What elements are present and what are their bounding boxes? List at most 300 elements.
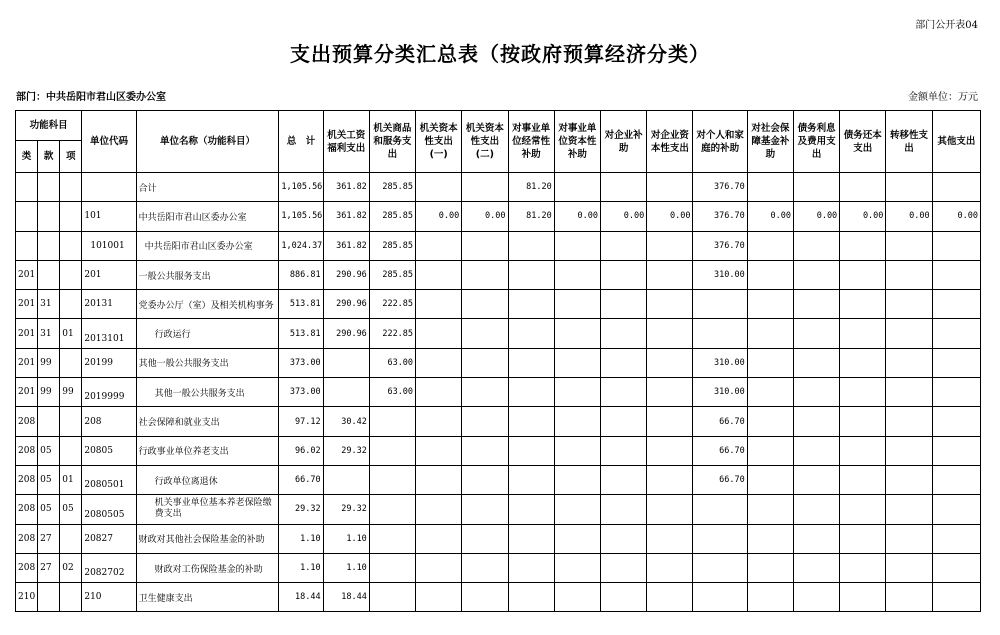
cell-c1: 18.44 (323, 583, 369, 612)
cell-xiang (60, 260, 82, 289)
cell-xiang (60, 202, 82, 231)
cell-c3 (416, 231, 462, 260)
cell-c6 (554, 319, 600, 348)
cell-total: 1,105.56 (279, 202, 323, 231)
cell-name: 社会保障和就业支出 (136, 407, 279, 436)
cell-c1: 290.96 (323, 319, 369, 348)
cell-name: 合计 (136, 173, 279, 202)
cell-c2: 63.00 (369, 348, 415, 377)
cell-c11 (793, 407, 839, 436)
cell-c12 (840, 378, 886, 407)
table-row (16, 378, 981, 407)
table-row (16, 524, 981, 553)
department-label: 部门：中共岳阳市君山区委办公室 (16, 92, 166, 103)
cell-kuan: 27 (38, 524, 60, 553)
cell-c8 (647, 378, 693, 407)
table-row (16, 202, 981, 231)
cell-xiang: 01 (60, 319, 82, 348)
cell-c5 (508, 290, 554, 319)
cell-c8 (647, 495, 693, 524)
cell-c7 (600, 378, 646, 407)
header-c7: 对企业补助 (600, 111, 646, 173)
cell-total: 513.81 (279, 290, 323, 319)
cell-name: 机关事业单位基本养老保险缴费支出 (136, 495, 279, 524)
cell-lei (16, 173, 38, 202)
cell-c6 (554, 173, 600, 202)
budget-table (15, 110, 981, 612)
cell-xiang: 02 (60, 553, 82, 582)
cell-kuan: 31 (38, 319, 60, 348)
cell-c7 (600, 260, 646, 289)
cell-c2: 222.85 (369, 290, 415, 319)
cell-c2: 285.85 (369, 231, 415, 260)
cell-c10 (747, 436, 793, 465)
cell-total: 513.81 (279, 319, 323, 348)
cell-c4 (462, 348, 508, 377)
cell-code (82, 173, 136, 202)
cell-code: 2080505 (82, 495, 136, 524)
cell-c2: 63.00 (369, 378, 415, 407)
cell-total: 1,024.37 (279, 231, 323, 260)
cell-name: 财政对工伤保险基金的补助 (136, 553, 279, 582)
cell-c9: 376.70 (693, 173, 747, 202)
cell-c5 (508, 495, 554, 524)
cell-name: 行政单位离退休 (136, 465, 279, 494)
table-row (16, 553, 981, 582)
cell-c10 (747, 260, 793, 289)
header-c12: 债务还本支出 (840, 111, 886, 173)
cell-c2 (369, 524, 415, 553)
header-c6: 对事业单位资本性补助 (554, 111, 600, 173)
header-c14: 其他支出 (932, 111, 980, 173)
cell-c4 (462, 495, 508, 524)
cell-c4 (462, 407, 508, 436)
header-c3: 机关资本性支出(一) (416, 111, 462, 173)
cell-c4 (462, 553, 508, 582)
cell-total: 373.00 (279, 378, 323, 407)
cell-c3 (416, 436, 462, 465)
cell-lei: 208 (16, 495, 38, 524)
cell-c12 (840, 260, 886, 289)
cell-c3 (416, 378, 462, 407)
cell-c5 (508, 524, 554, 553)
cell-code: 101 (82, 202, 136, 231)
cell-c1: 29.32 (323, 436, 369, 465)
cell-c14: 0.00 (932, 202, 980, 231)
cell-c10 (747, 319, 793, 348)
cell-c6 (554, 436, 600, 465)
cell-lei: 201 (16, 348, 38, 377)
cell-xiang (60, 524, 82, 553)
header-total: 总 计 (279, 111, 323, 173)
cell-c5 (508, 436, 554, 465)
cell-xiang: 05 (60, 495, 82, 524)
cell-kuan (38, 202, 60, 231)
cell-c7 (600, 495, 646, 524)
cell-name: 卫生健康支出 (136, 583, 279, 612)
cell-xiang (60, 407, 82, 436)
header-c4: 机关资本性支出(二) (462, 111, 508, 173)
cell-name: 党委办公厅（室）及相关机构事务 (136, 290, 279, 319)
cell-c1: 361.82 (323, 202, 369, 231)
cell-total: 1.10 (279, 553, 323, 582)
cell-c12 (840, 465, 886, 494)
cell-c12 (840, 348, 886, 377)
cell-c1: 290.96 (323, 290, 369, 319)
cell-c6 (554, 260, 600, 289)
cell-c9: 310.00 (693, 260, 747, 289)
header-kuan: 款 (38, 141, 60, 173)
cell-c11 (793, 436, 839, 465)
cell-c4 (462, 378, 508, 407)
cell-c6 (554, 553, 600, 582)
cell-c8 (647, 407, 693, 436)
cell-c5 (508, 465, 554, 494)
cell-c8 (647, 319, 693, 348)
cell-c4 (462, 260, 508, 289)
cell-c8 (647, 290, 693, 319)
header-xiang: 项 (60, 141, 82, 173)
cell-c7 (600, 436, 646, 465)
cell-c14 (932, 524, 980, 553)
cell-c8 (647, 348, 693, 377)
cell-c14 (932, 553, 980, 582)
cell-c12 (840, 173, 886, 202)
cell-c1: 290.96 (323, 260, 369, 289)
cell-xiang (60, 348, 82, 377)
cell-lei (16, 231, 38, 260)
cell-c3 (416, 319, 462, 348)
cell-c14 (932, 260, 980, 289)
cell-kuan: 05 (38, 465, 60, 494)
cell-name: 其他一般公共服务支出 (136, 378, 279, 407)
cell-c9 (693, 524, 747, 553)
cell-kuan (38, 260, 60, 289)
cell-c13: 0.00 (886, 202, 932, 231)
header-lei: 类 (16, 141, 38, 173)
cell-name: 中共岳阳市君山区委办公室 (136, 202, 279, 231)
cell-c6 (554, 231, 600, 260)
cell-c3 (416, 348, 462, 377)
cell-c10 (747, 407, 793, 436)
cell-c3 (416, 173, 462, 202)
cell-c12 (840, 524, 886, 553)
cell-name: 一般公共服务支出 (136, 260, 279, 289)
cell-total: 96.02 (279, 436, 323, 465)
cell-c10: 0.00 (747, 202, 793, 231)
cell-c11 (793, 378, 839, 407)
cell-c2 (369, 465, 415, 494)
cell-c8 (647, 231, 693, 260)
cell-total: 886.81 (279, 260, 323, 289)
cell-c2 (369, 407, 415, 436)
cell-c3 (416, 553, 462, 582)
cell-c6 (554, 407, 600, 436)
cell-c1 (323, 348, 369, 377)
cell-c9 (693, 583, 747, 612)
cell-total: 97.12 (279, 407, 323, 436)
cell-c6 (554, 290, 600, 319)
cell-total: 1,105.56 (279, 173, 323, 202)
cell-code: 2013101 (82, 319, 136, 348)
cell-total: 66.70 (279, 465, 323, 494)
cell-c9: 66.70 (693, 407, 747, 436)
table-row (16, 231, 981, 260)
cell-c6: 0.00 (554, 202, 600, 231)
cell-c12 (840, 231, 886, 260)
cell-c3 (416, 583, 462, 612)
cell-lei: 201 (16, 290, 38, 319)
cell-lei: 201 (16, 319, 38, 348)
cell-c8 (647, 260, 693, 289)
cell-c9: 66.70 (693, 436, 747, 465)
cell-c13 (886, 583, 932, 612)
cell-c13 (886, 348, 932, 377)
table-row (16, 173, 981, 202)
cell-xiang (60, 436, 82, 465)
cell-c11 (793, 231, 839, 260)
cell-c5 (508, 231, 554, 260)
cell-c13 (886, 173, 932, 202)
cell-total: 1.10 (279, 524, 323, 553)
cell-lei: 208 (16, 465, 38, 494)
cell-c10 (747, 524, 793, 553)
page-title: 支出预算分类汇总表（按政府预算经济分类） (290, 42, 710, 66)
cell-code: 2019999 (82, 378, 136, 407)
table-row (16, 290, 981, 319)
cell-kuan: 31 (38, 290, 60, 319)
cell-c3 (416, 290, 462, 319)
cell-c10 (747, 290, 793, 319)
cell-lei: 208 (16, 436, 38, 465)
cell-kuan: 05 (38, 436, 60, 465)
cell-c8 (647, 173, 693, 202)
cell-c7 (600, 465, 646, 494)
cell-c14 (932, 583, 980, 612)
cell-c6 (554, 524, 600, 553)
cell-c6 (554, 583, 600, 612)
cell-kuan (38, 407, 60, 436)
cell-c12 (840, 407, 886, 436)
header-unit-code: 单位代码 (82, 111, 136, 173)
cell-c1 (323, 465, 369, 494)
cell-kuan: 99 (38, 378, 60, 407)
cell-c1: 30.42 (323, 407, 369, 436)
cell-c4: 0.00 (462, 202, 508, 231)
cell-c7 (600, 583, 646, 612)
cell-c6 (554, 348, 600, 377)
cell-c8 (647, 553, 693, 582)
cell-c9: 310.00 (693, 378, 747, 407)
cell-c11 (793, 495, 839, 524)
cell-c11 (793, 290, 839, 319)
cell-c10 (747, 173, 793, 202)
cell-c9 (693, 290, 747, 319)
cell-c5 (508, 348, 554, 377)
cell-lei: 208 (16, 407, 38, 436)
cell-c11 (793, 583, 839, 612)
cell-c14 (932, 348, 980, 377)
cell-c10 (747, 378, 793, 407)
cell-c12 (840, 553, 886, 582)
cell-c8: 0.00 (647, 202, 693, 231)
cell-c11 (793, 173, 839, 202)
cell-c1: 1.10 (323, 524, 369, 553)
cell-kuan: 27 (38, 553, 60, 582)
cell-c1: 29.32 (323, 495, 369, 524)
cell-kuan (38, 583, 60, 612)
cell-code: 20827 (82, 524, 136, 553)
cell-c12 (840, 436, 886, 465)
cell-code: 2080501 (82, 465, 136, 494)
header-unit-name: 单位名称（功能科目） (136, 111, 279, 173)
cell-c10 (747, 348, 793, 377)
cell-c13 (886, 524, 932, 553)
cell-c2 (369, 553, 415, 582)
cell-c11 (793, 524, 839, 553)
cell-c10 (747, 465, 793, 494)
cell-c5 (508, 378, 554, 407)
table-row (16, 319, 981, 348)
table-body (16, 173, 981, 612)
cell-c5 (508, 319, 554, 348)
cell-lei: 210 (16, 583, 38, 612)
cell-xiang (60, 583, 82, 612)
cell-c9 (693, 319, 747, 348)
cell-name: 行政运行 (136, 319, 279, 348)
cell-c8 (647, 465, 693, 494)
cell-c11 (793, 465, 839, 494)
cell-c5 (508, 260, 554, 289)
cell-c11 (793, 348, 839, 377)
cell-c5 (508, 553, 554, 582)
cell-total: 29.32 (279, 495, 323, 524)
cell-c13 (886, 495, 932, 524)
header-c13: 转移性支出 (886, 111, 932, 173)
cell-c11: 0.00 (793, 202, 839, 231)
cell-xiang (60, 290, 82, 319)
table-row (16, 407, 981, 436)
header-c1: 机关工资福利支出 (323, 111, 369, 173)
cell-c3 (416, 495, 462, 524)
cell-c9: 376.70 (693, 231, 747, 260)
cell-c6 (554, 378, 600, 407)
cell-c9: 66.70 (693, 465, 747, 494)
cell-c5: 81.20 (508, 173, 554, 202)
form-number: 部门公开表04 (915, 20, 978, 31)
amount-unit-label: 金额单位：万元 (908, 92, 978, 103)
cell-c8 (647, 583, 693, 612)
cell-c14 (932, 173, 980, 202)
cell-c7 (600, 407, 646, 436)
cell-c14 (932, 290, 980, 319)
header-c5: 对事业单位经常性补助 (508, 111, 554, 173)
cell-c13 (886, 260, 932, 289)
cell-c13 (886, 231, 932, 260)
cell-c4 (462, 319, 508, 348)
cell-c7: 0.00 (600, 202, 646, 231)
cell-c11 (793, 260, 839, 289)
cell-c7 (600, 524, 646, 553)
cell-c9: 376.70 (693, 202, 747, 231)
cell-c12 (840, 583, 886, 612)
cell-c3 (416, 465, 462, 494)
header-func-subject: 功能科目 (16, 111, 82, 141)
cell-kuan: 05 (38, 495, 60, 524)
cell-c9 (693, 495, 747, 524)
cell-c14 (932, 465, 980, 494)
cell-c11 (793, 319, 839, 348)
cell-lei: 208 (16, 524, 38, 553)
cell-c4 (462, 173, 508, 202)
cell-c4 (462, 465, 508, 494)
cell-code: 210 (82, 583, 136, 612)
cell-c2: 285.85 (369, 173, 415, 202)
cell-code: 201 (82, 260, 136, 289)
header-c10: 对社会保障基金补助 (747, 111, 793, 173)
cell-c3 (416, 407, 462, 436)
cell-kuan: 99 (38, 348, 60, 377)
cell-kuan (38, 231, 60, 260)
cell-c12 (840, 495, 886, 524)
cell-xiang (60, 231, 82, 260)
cell-c1: 361.82 (323, 231, 369, 260)
cell-lei (16, 202, 38, 231)
cell-code: 101001 (82, 231, 136, 260)
cell-kuan (38, 173, 60, 202)
cell-c12: 0.00 (840, 202, 886, 231)
cell-name: 行政事业单位养老支出 (136, 436, 279, 465)
cell-c9 (693, 553, 747, 582)
cell-c7 (600, 231, 646, 260)
cell-c14 (932, 378, 980, 407)
cell-c13 (886, 290, 932, 319)
header-c11: 债务利息及费用支出 (793, 111, 839, 173)
cell-lei: 201 (16, 260, 38, 289)
table-row (16, 495, 981, 524)
header-c8: 对企业资本性支出 (647, 111, 693, 173)
cell-c9: 310.00 (693, 348, 747, 377)
cell-c8 (647, 436, 693, 465)
cell-lei: 208 (16, 553, 38, 582)
table-row (16, 465, 981, 494)
cell-c10 (747, 553, 793, 582)
cell-c4 (462, 436, 508, 465)
cell-total: 18.44 (279, 583, 323, 612)
cell-xiang (60, 173, 82, 202)
cell-code: 20131 (82, 290, 136, 319)
cell-c14 (932, 407, 980, 436)
cell-c2: 285.85 (369, 202, 415, 231)
cell-code: 20805 (82, 436, 136, 465)
cell-c6 (554, 495, 600, 524)
table-row (16, 348, 981, 377)
cell-c14 (932, 436, 980, 465)
cell-xiang: 99 (60, 378, 82, 407)
cell-c10 (747, 495, 793, 524)
cell-name: 财政对其他社会保险基金的补助 (136, 524, 279, 553)
cell-c3 (416, 260, 462, 289)
cell-c8 (647, 524, 693, 553)
cell-c7 (600, 173, 646, 202)
cell-c2: 222.85 (369, 319, 415, 348)
cell-c14 (932, 231, 980, 260)
cell-c4 (462, 290, 508, 319)
cell-c1: 1.10 (323, 553, 369, 582)
cell-c7 (600, 553, 646, 582)
cell-c2 (369, 436, 415, 465)
cell-c10 (747, 583, 793, 612)
